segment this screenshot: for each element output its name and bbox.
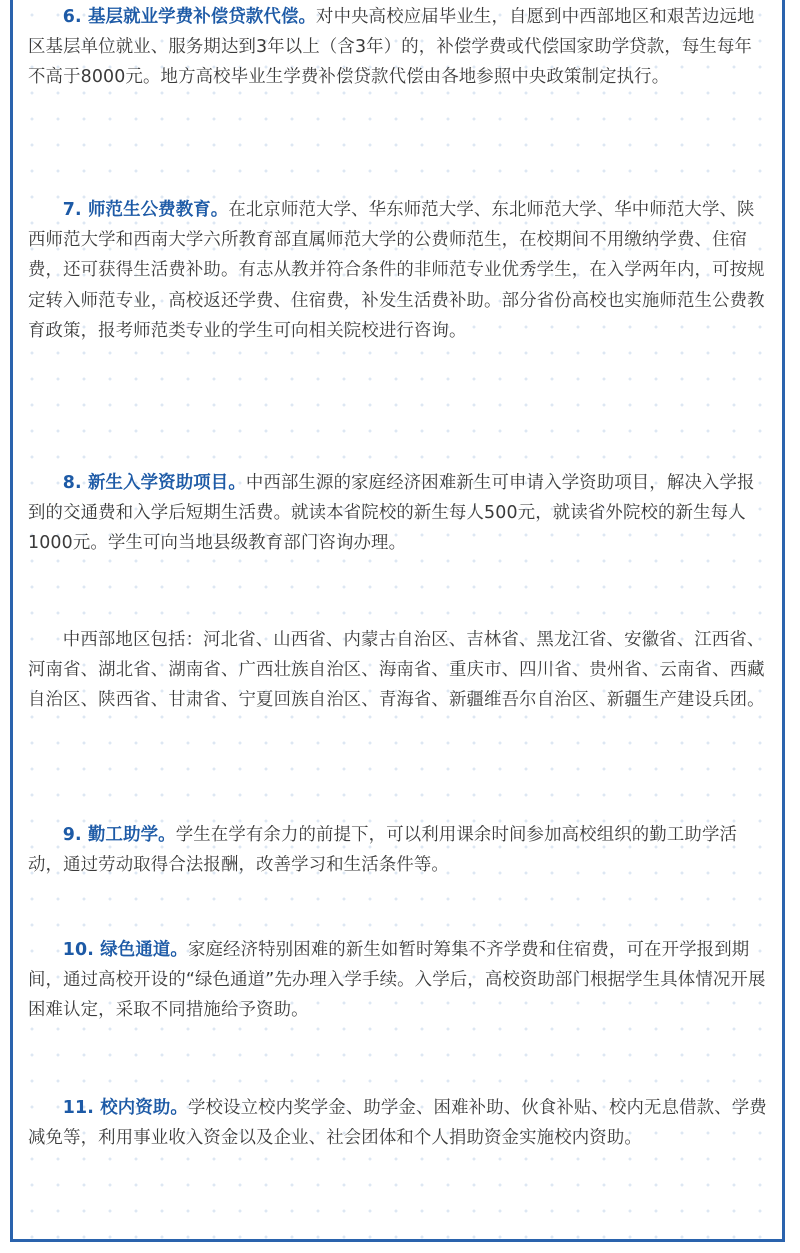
paragraph-text: 对中央高校应届毕业生，自愿到中西部地区和艰苦边远地区基层单位就业、服务期达到3年以上（含3年）的，补偿学费或代偿国家助学贷款，每生每年不高于8000元。地方高校毕业生学费补偿贷款代偿由各地参照中央政策制定执行。 [28, 7, 755, 88]
paragraph-11 [28, 1093, 768, 1153]
paragraph-text: 中西部地区包括：河北省、山西省、内蒙古自治区、吉林省、黑龙江省、安徽省、江西省、河南省、湖北省、湖南省、广西壮族自治区、海南省、重庆市、四川省、贵州省、云南省、西藏自治区、陕西省、甘肃省、宁夏回族自治区、青海省、新疆维吾尔自治区、新疆生产建设兵团。 [28, 630, 765, 711]
paragraph-text: 学生在学有余力的前提下，可以利用课余时间参加高校组织的勤工助学活动，通过劳动取得合法报酬，改善学习和生活条件等。 [28, 825, 738, 876]
paragraph-text: 在北京师范大学、华东师范大学、东北师范大学、华中师范大学、陕西师范大学和西南大学六所教育部直属师范大学的公费师范生，在校期间不用缴纳学费、住宿费，还可获得生活费补助。有志从教并符合条件的非师范专业优秀学生，在入学两年内，可按规定转入师范专业，高校返还学费、住宿费，补发生活费补助。部分省份高校也实施师范生公费教育政策，报考师范类专业的学生可向相关院校进行咨询。 [28, 200, 765, 341]
paragraph-9 [28, 820, 768, 880]
paragraph-heading: 7. 师范生公费教育。 [62, 200, 229, 220]
paragraph-text: 家庭经济特别困难的新生如暂时筹集不齐学费和住宿费，可在开学报到期间，通过高校开设的“绿色通道”先办理入学手续。入学后，高校资助部门根据学生具体情况开展困难认定，采取不同措施给予资助。 [28, 940, 766, 1021]
paragraph-heading: 6. 基层就业学费补偿贷款代偿。 [62, 7, 317, 27]
content-frame [10, 0, 785, 1242]
paragraph-text: 中西部生源的家庭经济困难新生可申请入学资助项目，解决入学报到的交通费和入学后短期生活费。就读本省院校的新生每人500元，就读省外院校的新生每人1000元。学生可向当地县级教育部门咨询办理。 [28, 473, 755, 554]
paragraph-heading: 9. 勤工助学。 [62, 825, 176, 845]
paragraph-heading: 10. 绿色通道。 [62, 940, 188, 960]
paragraph-heading: 8. 新生入学资助项目。 [62, 473, 246, 493]
paragraph-10 [28, 935, 768, 1026]
paragraph-7 [28, 195, 768, 346]
paragraph-8 [28, 468, 768, 559]
paragraph-heading: 11. 校内资助。 [62, 1098, 188, 1118]
paragraph-6 [28, 2, 768, 93]
paragraph-regions [28, 625, 768, 716]
paragraph-text: 学校设立校内奖学金、助学金、困难补助、伙食补贴、校内无息借款、学费减免等，利用事业收入资金以及企业、社会团体和个人捐助资金实施校内资助。 [28, 1098, 767, 1149]
